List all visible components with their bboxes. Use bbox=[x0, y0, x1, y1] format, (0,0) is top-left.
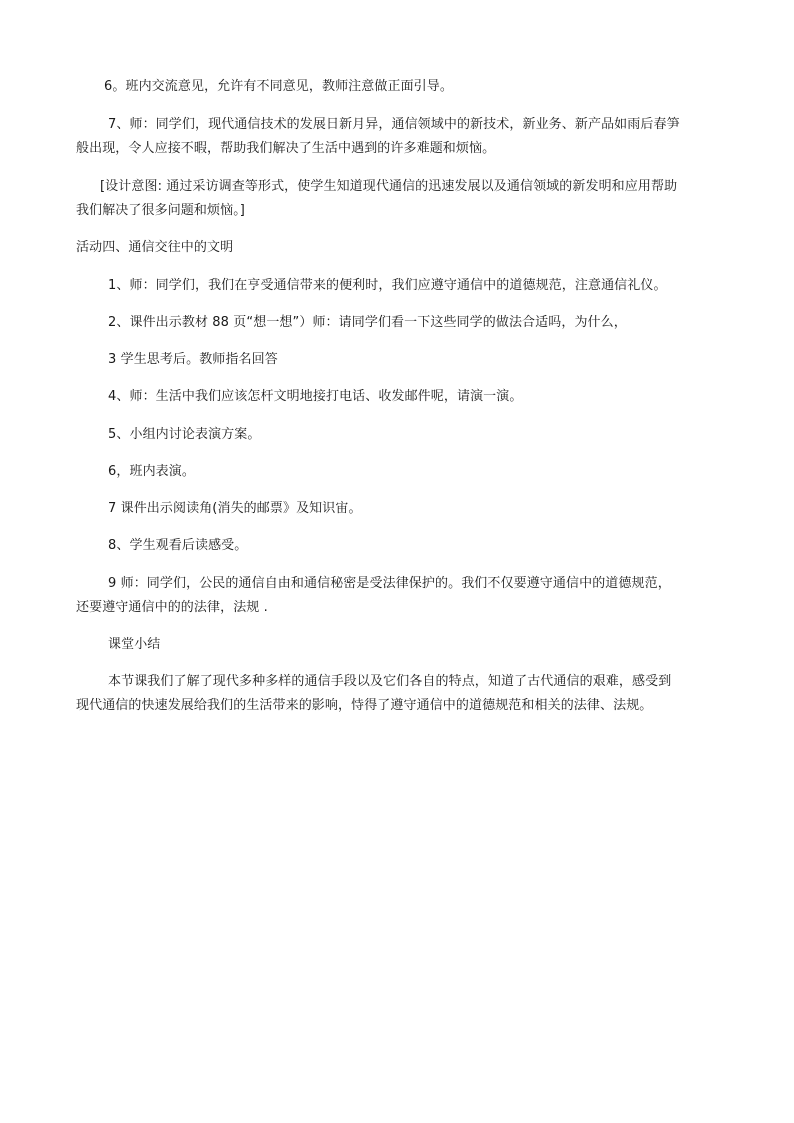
summary-line-1: 本节课我们了解了现代多种多样的通信手段以及它们各自的特点，知道了古代通信的艰难，感受到 bbox=[108, 674, 672, 689]
activity-4-heading: 活动四、通信交往中的文明 bbox=[76, 240, 234, 255]
item-7: 7 课件出示阅读角(消失的邮票》及知识宙。 bbox=[108, 501, 362, 516]
item-2: 2、课件出示教材 88 页“想一想”）师：请同学们看一下这些同学的做法合适吗，为什么， bbox=[108, 315, 627, 330]
item-8: 8、学生观看后读感受。 bbox=[108, 538, 248, 553]
design-intent-line-1: [设计意图: 通过采访调查等形式，使学生知道现代通信的迅速发展以及通信领域的新发明和应用帮助 bbox=[100, 179, 678, 194]
item-4: 4、师：生活中我们应该怎杆文明地接打电话、收发邮件呢，请演一演。 bbox=[108, 389, 523, 404]
summary-heading: 课堂小结 bbox=[108, 637, 161, 652]
item-9-line-1: 9 师：同学们，公民的通信自由和通信秘密是受法律保护的。我们不仅要遵守通信中的道德规范， bbox=[108, 576, 671, 591]
item-6: 6，班内表演。 bbox=[108, 464, 195, 479]
item-1: 1、师：同学们，我们在亨受通信带来的便利时，我们应遵守通信中的道德规范，注意通信礼仪。 bbox=[108, 278, 667, 293]
item-5: 5、小组内讨论表演方案。 bbox=[108, 427, 261, 442]
item-3: 3 学生思考后。教师指名回答 bbox=[108, 352, 278, 367]
design-intent-line-2: 我们解决了很多问题和烦恼。] bbox=[76, 203, 245, 218]
step-7-teacher-line-1: 7、师：同学们，现代通信技术的发展日新月异，通信领域中的新技术，新业务、新产品如雨后春笋 bbox=[108, 117, 680, 132]
step-6-class-exchange: 6。班内交流意见，允许有不同意见，教师注意做正面引导。 bbox=[104, 79, 453, 94]
item-9-line-2: 还要遵守通信中的的法律，法规 . bbox=[76, 600, 268, 615]
step-7-teacher-line-2: 般出现，令人应接不暇，帮助我们解决了生活中遇到的许多难题和烦恼。 bbox=[76, 141, 496, 156]
summary-line-2: 现代通信的快速发展给我们的生活带来的影响，恃得了遵守通信中的道德规范和相关的法律、法规。 bbox=[76, 698, 653, 713]
